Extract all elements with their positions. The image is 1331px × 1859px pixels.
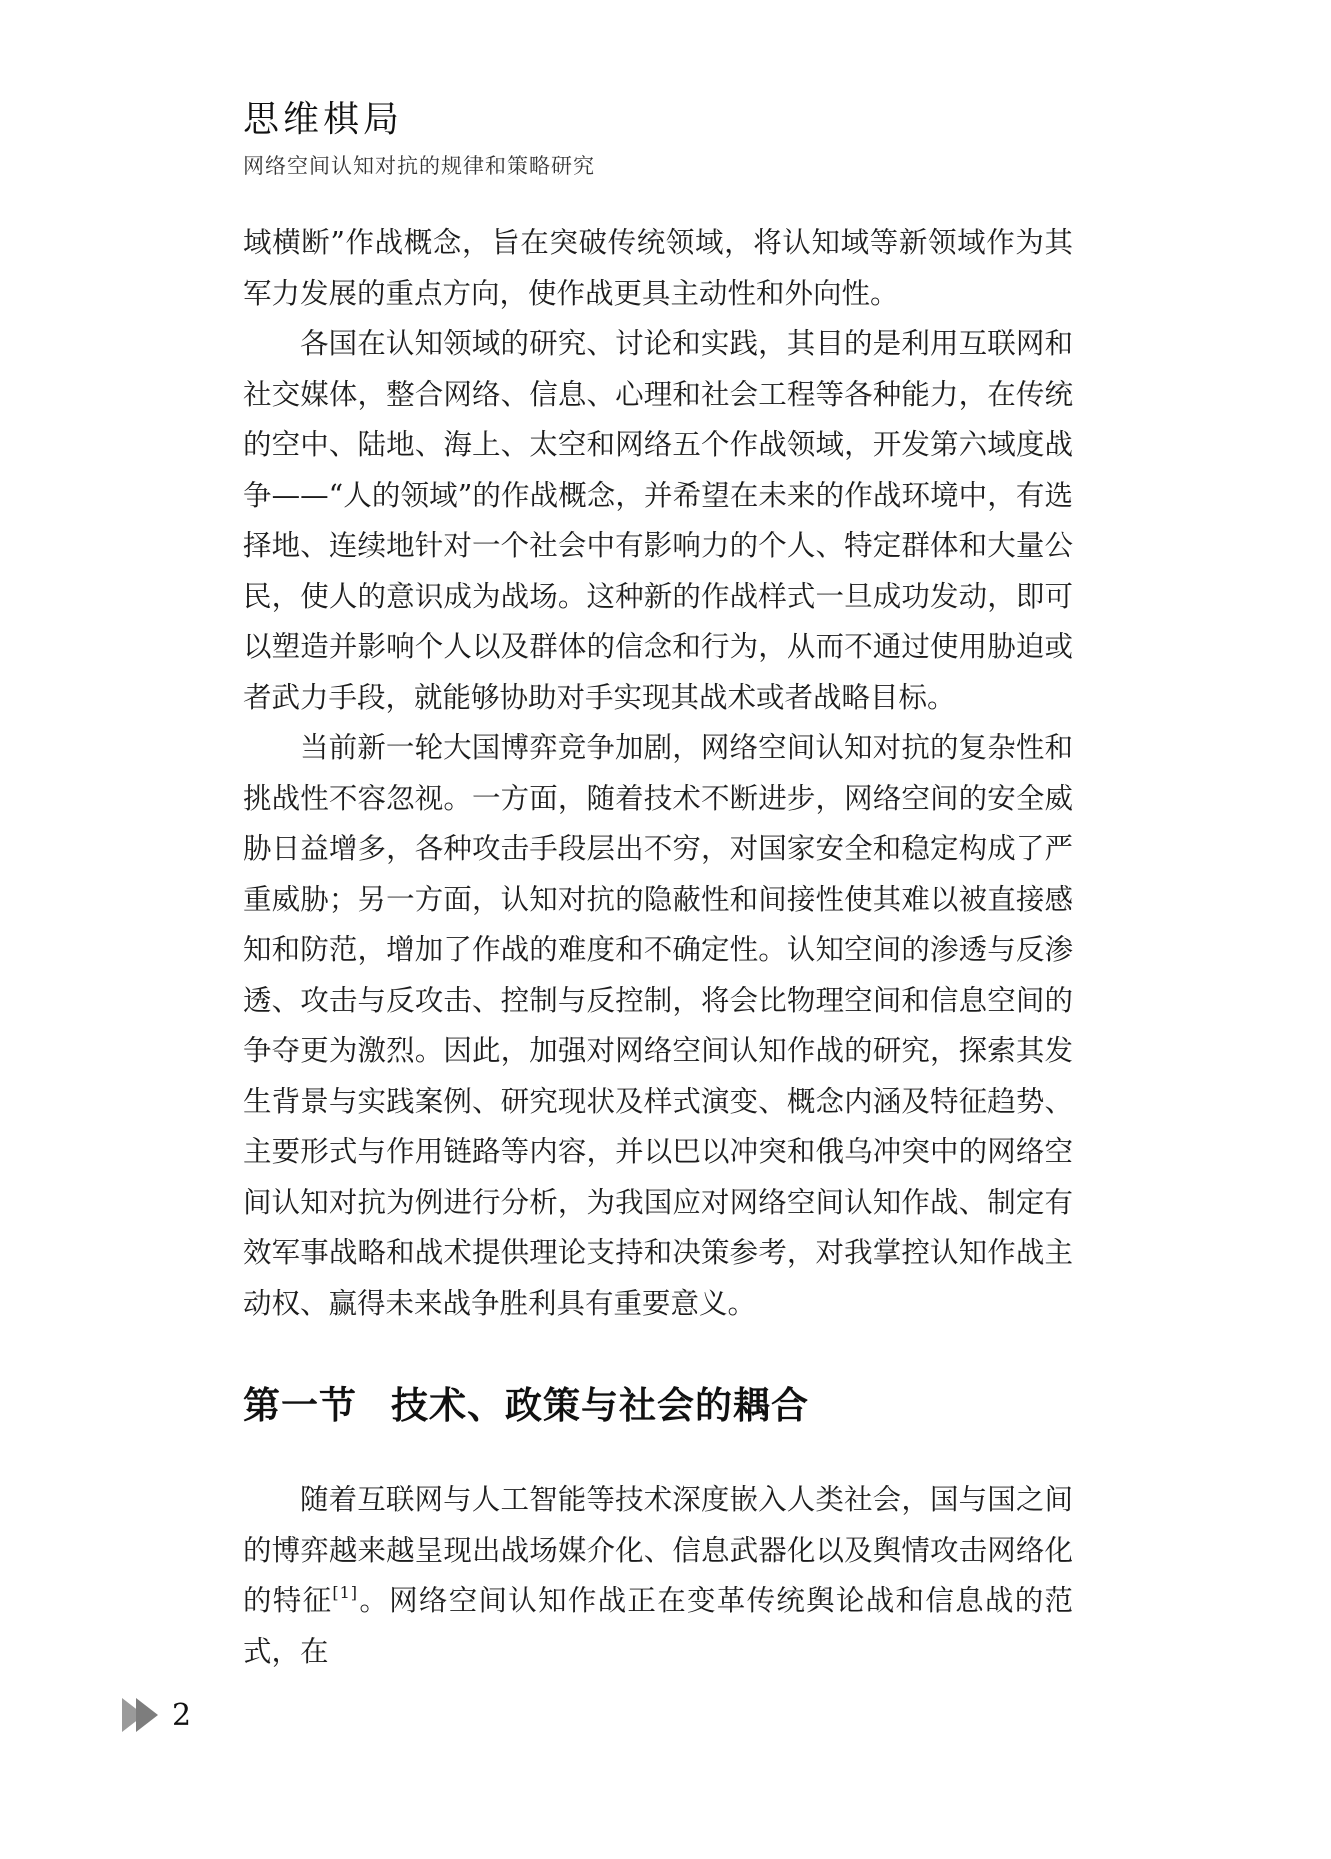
paragraph: 各国在认知领域的研究、讨论和实践，其目的是利用互联网和社交媒体，整合网络、信息、心理和社会工程等各种能力，在传统的空中、陆地、海上、太空和网络五个作战领域，开发第六域度战争——“人的领域”的作战概念，并希望在未来的作战环境中，有选择地、连续地针对一个社会中有影响力的个人、特定群体和大量公民，使人的意识成为战场。这种新的作战样式一旦成功发动，即可以塑造并影响个人以及群体的信念和行为，从而不通过使用胁迫或者武力手段，就能够协助对手实现其战术或者战略目标。 xyxy=(243,327,1073,714)
page-number: 2 xyxy=(172,1697,192,1733)
paragraph-text: 随着互联网与人工智能等技术深度嵌入人类社会，国与国之间的博弈越来越呈现出战场媒介化、信息武器化以及舆情攻击网络化的特征 xyxy=(243,1483,1073,1617)
section-heading xyxy=(243,1375,1073,1435)
paragraph-continued: 域横断”作战概念，旨在突破传统领域，将认知域等新领域作为其军力发展的重点方向，使作战更具主动性和外向性。 xyxy=(243,226,1073,310)
body-text xyxy=(243,218,1073,1677)
running-header xyxy=(243,98,595,180)
section-paragraph xyxy=(243,1475,1073,1677)
section-title: 技术、政策与社会的耦合 xyxy=(391,1383,809,1427)
citation-reference[interactable]: [1] xyxy=(332,1583,359,1602)
paragraph-text: 。网络空间认知作战正在变革传统舆论战和信息战的范式，在 xyxy=(243,1584,1073,1668)
book-title: 思维棋局 xyxy=(243,99,404,140)
paragraph: 当前新一轮大国博弈竞争加剧，网络空间认知对抗的复杂性和挑战性不容忽视。一方面，随着技术不断进步，网络空间的安全威胁日益增多，各种攻击手段层出不穷，对国家安全和稳定构成了严重威胁；另一方面，认知对抗的隐蔽性和间接性使其难以被直接感知和防范，增加了作战的难度和不确定性。认知空间的渗透与反渗透、攻击与反攻击、控制与反控制，将会比物理空间和信息空间的争夺更为激烈。因此，加强对网络空间认知作战的研究，探索其发生背景与实践案例、研究现状及样式演变、概念内涵及特征趋势、主要形式与作用链路等内容，并以巴以冲突和俄乌冲突中的网络空间认知对抗为例进行分析，为我国应对网络空间认知作战、制定有效军事战略和战术提供理论支持和决策参考，对我掌控认知作战主动权、赢得未来战争胜利具有重要意义。 xyxy=(243,731,1073,1320)
triangle-arrow-icon xyxy=(136,1698,158,1732)
section-number: 第一节 xyxy=(243,1383,357,1427)
book-subtitle: 网络空间认知对抗的规律和策略研究 xyxy=(243,154,595,178)
page-footer xyxy=(122,1697,191,1733)
